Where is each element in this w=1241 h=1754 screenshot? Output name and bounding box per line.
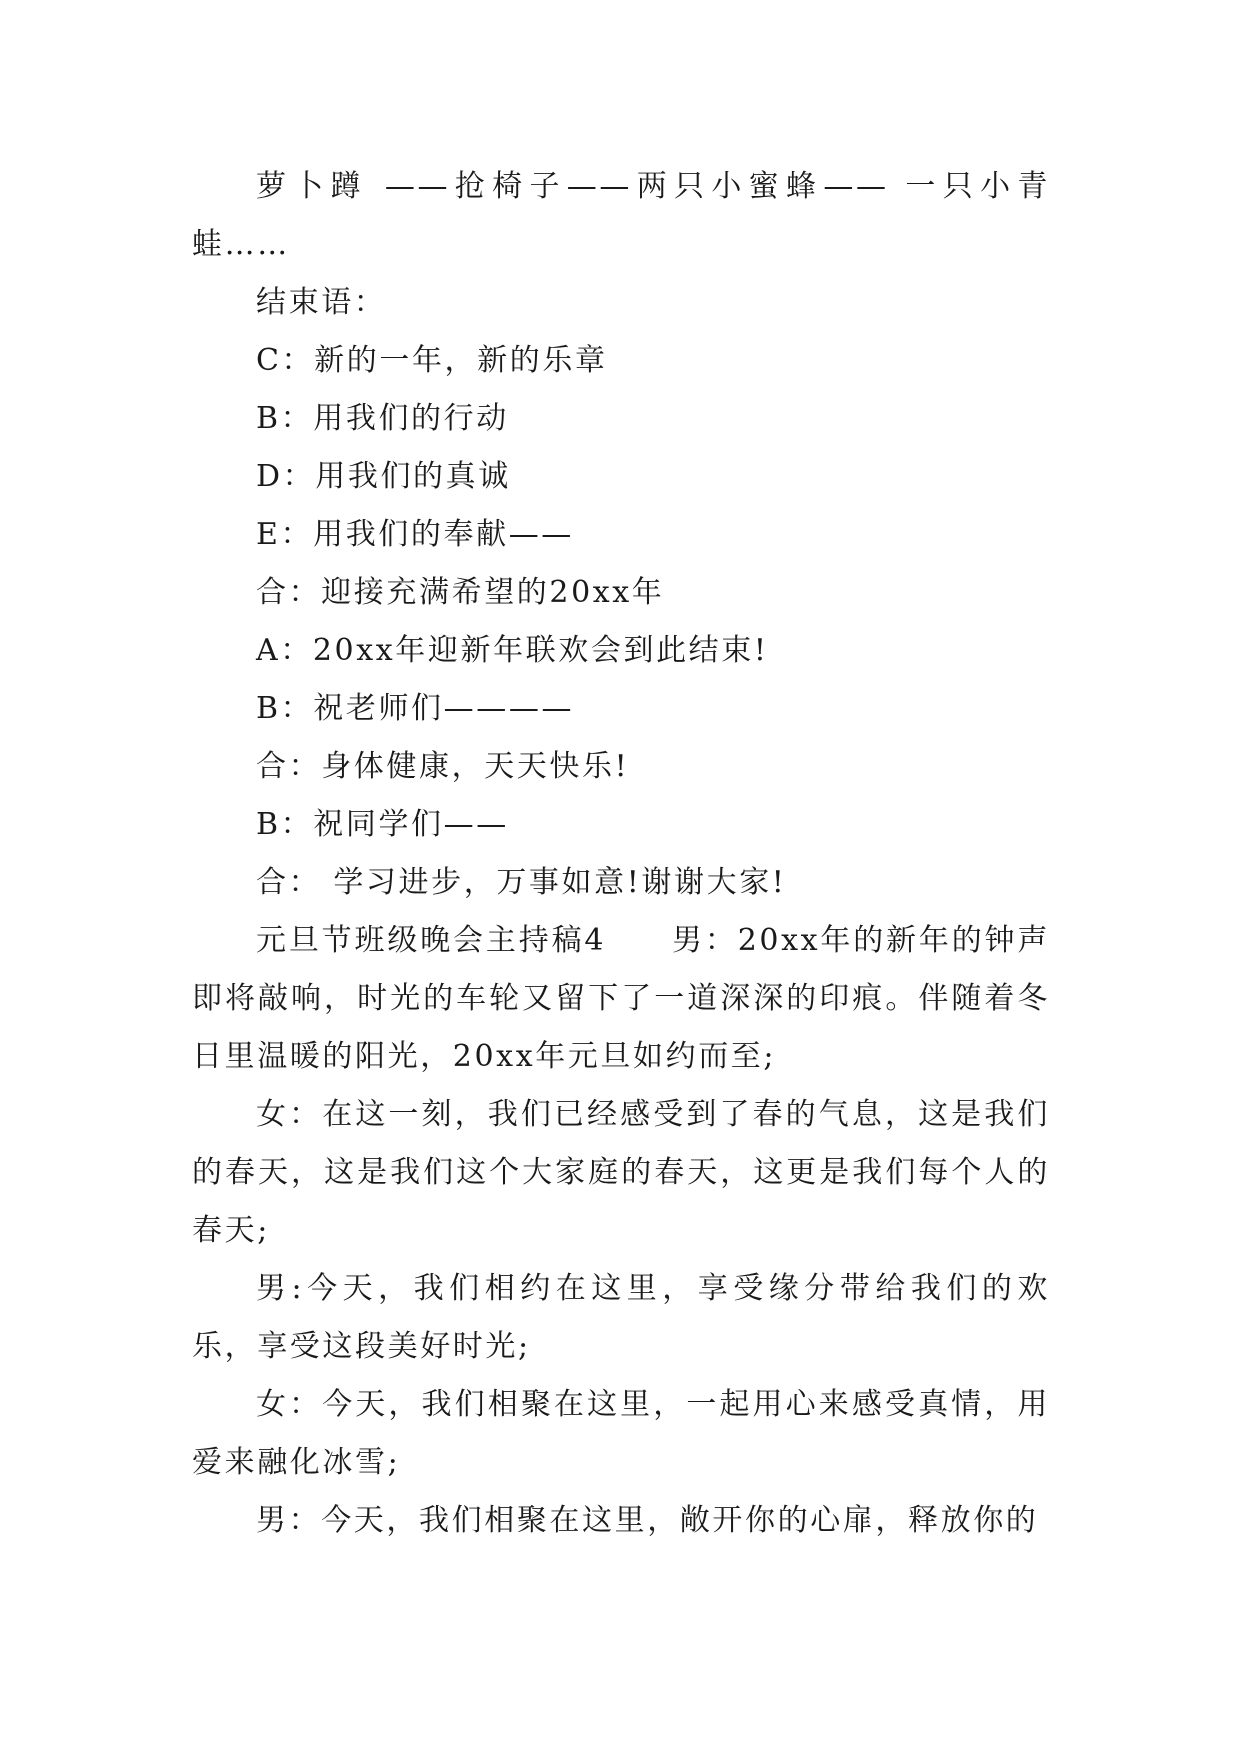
paragraph-3: C：新的一年，新的乐章	[256, 343, 608, 378]
paragraph-10: 合：身体健康，天天快乐!	[256, 749, 630, 784]
paragraph-8: A：20xx年迎新年联欢会到此结束!	[256, 633, 769, 668]
paragraph-7: 合：迎接充满希望的20xx年	[256, 575, 665, 610]
paragraph-13: 元旦节班级晚会主持稿4 男：20xx年的新年的钟声即将敲响，时光的车轮又留下了一道深深的印痕。伴随着冬日里温暖的阳光，20xx年元旦如约而至;	[192, 923, 1050, 1074]
paragraph-11: B：祝同学们——	[256, 807, 509, 842]
paragraph-14: 女：在这一刻，我们已经感受到了春的气息，这是我们的春天，这是我们这个大家庭的春天，这更是我们每个人的春天;	[192, 1097, 1050, 1248]
paragraph-16: 女：今天，我们相聚在这里，一起用心来感受真情，用爱来融化冰雪;	[192, 1387, 1050, 1480]
document-body	[192, 158, 1050, 1550]
paragraph-1: 萝卜蹲 ——抢椅子——两只小蜜蜂—— 一只小青蛙……	[192, 169, 1050, 262]
paragraph-2: 结束语：	[256, 285, 387, 320]
paragraph-6: E：用我们的奉献——	[256, 517, 574, 552]
paragraph-15: 男:今天，我们相约在这里，享受缘分带给我们的欢乐，享受这段美好时光;	[192, 1271, 1050, 1364]
paragraph-5: D：用我们的真诚	[256, 459, 511, 494]
paragraph-12: 合： 学习进步，万事如意!谢谢大家!	[256, 865, 787, 900]
paragraph-4: B：用我们的行动	[256, 401, 509, 436]
paragraph-9: B：祝老师们————	[256, 691, 575, 726]
paragraph-17: 男：今天，我们相聚在这里，敞开你的心扉，释放你的	[256, 1503, 1039, 1538]
